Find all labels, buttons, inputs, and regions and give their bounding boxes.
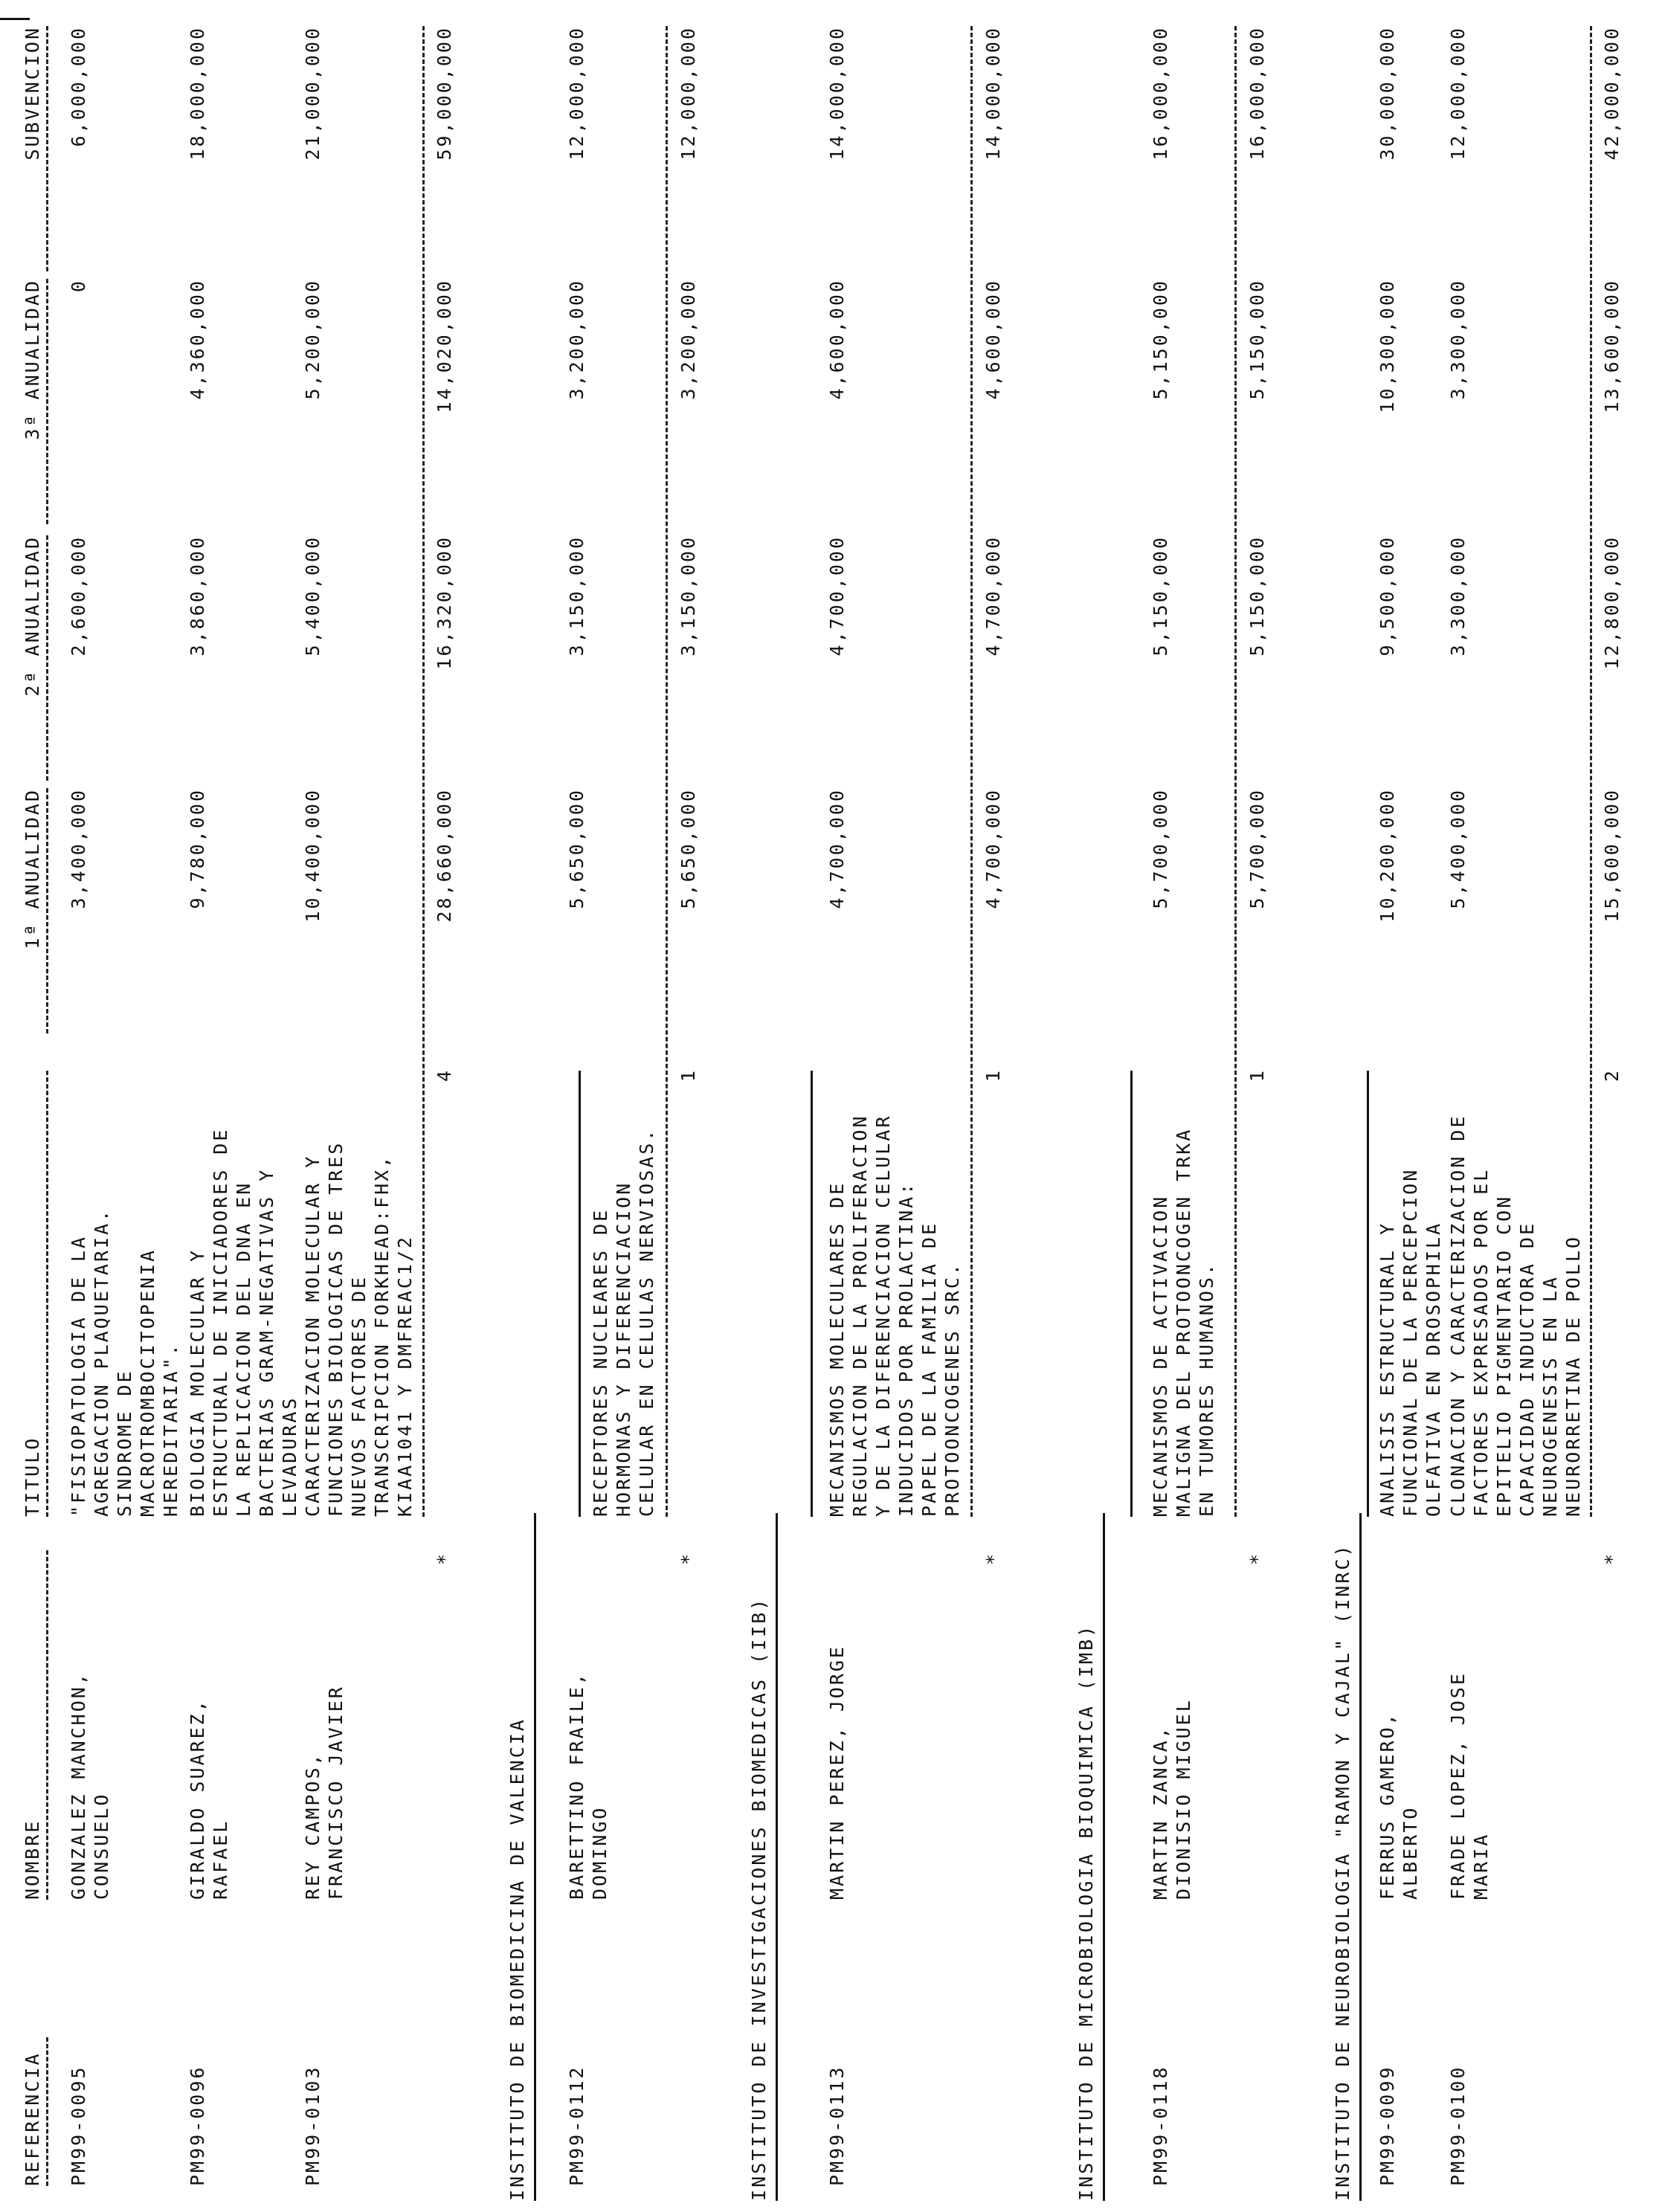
header-underline-a3 bbox=[46, 279, 48, 524]
row-anualidad-2: 3,860,000 bbox=[187, 535, 208, 657]
subtotal-anualidad-3: 3,200,000 bbox=[677, 279, 699, 400]
title-line: SINDROME DE bbox=[114, 1369, 135, 1517]
row-title bbox=[1149, 1128, 1218, 1518]
header-anualidad-2: 2ª ANUALIDAD bbox=[22, 535, 43, 697]
row-reference: PM99-0096 bbox=[187, 2065, 208, 2186]
institute-heading: INSTITUTO DE MICROBIOLOGIA BIOQUIMICA (IMB) bbox=[1075, 1623, 1097, 2201]
title-line: NEURORRETINA DE POLLO bbox=[1562, 1234, 1584, 1517]
row-subvencion: 21,000,000 bbox=[302, 26, 323, 161]
subtotal-anualidad-2: 4,700,000 bbox=[982, 535, 1004, 657]
title-line: OLFATIVA EN DROSOPHILA bbox=[1423, 1221, 1444, 1517]
header-underline-sub bbox=[46, 26, 48, 271]
name-line: CONSUELO bbox=[91, 1792, 112, 1900]
row-subvencion: 12,000,000 bbox=[1447, 26, 1469, 161]
row-anualidad-1: 5,650,000 bbox=[566, 788, 587, 909]
title-line: HORMONAS Y DIFERENCIACION bbox=[613, 1181, 634, 1517]
name-line: FERRUS GAMERO, bbox=[1376, 1712, 1398, 1900]
subtotal-rule bbox=[1234, 26, 1237, 1517]
title-line: FUNCIONES BIOLOGICAS DE TRES bbox=[325, 1141, 347, 1517]
row-anualidad-2: 5,400,000 bbox=[302, 535, 323, 657]
row-anualidad-3: 4,360,000 bbox=[187, 279, 208, 400]
name-line: BARETTINO FRAILE, bbox=[566, 1671, 587, 1900]
title-line: MALIGNA DEL PROTOONCOGEN TRKA bbox=[1173, 1127, 1194, 1517]
institute-rule bbox=[1103, 1513, 1105, 2201]
row-subvencion: 18,000,000 bbox=[187, 26, 208, 161]
row-anualidad-1: 9,780,000 bbox=[187, 788, 208, 909]
title-line: MACROTROMBOCITOPENIA bbox=[137, 1248, 158, 1517]
institute-heading: INSTITUTO DE INVESTIGACIONES BIOMEDICAS (IIB) bbox=[748, 1596, 770, 2201]
subtotal-anualidad-3: 5,150,000 bbox=[1246, 279, 1268, 400]
subtotal-count: 1 bbox=[677, 1068, 699, 1082]
subtotal-anualidad-3: 13,600,000 bbox=[1601, 279, 1623, 413]
subtotal-subvencion: 12,000,000 bbox=[677, 26, 699, 161]
title-top-rule bbox=[1130, 1071, 1133, 1517]
subtotal-anualidad-2: 12,800,000 bbox=[1601, 535, 1623, 670]
row-subvencion: 30,000,000 bbox=[1376, 26, 1398, 161]
title-line: "FISIOPATOLOGIA DE LA bbox=[68, 1234, 89, 1517]
title-line: EPITELIO PIGMENTARIO CON bbox=[1493, 1194, 1515, 1517]
row-anualidad-1: 5,700,000 bbox=[1150, 788, 1171, 909]
title-line: AGREGACION PLAQUETARIA. bbox=[91, 1207, 112, 1517]
row-reference: PM99-0095 bbox=[68, 2065, 89, 2186]
row-name bbox=[825, 1645, 848, 1900]
row-name bbox=[565, 1671, 611, 1900]
subtotal-anualidad-1: 28,660,000 bbox=[434, 788, 455, 923]
row-name bbox=[301, 1685, 347, 1900]
row-name bbox=[1446, 1671, 1492, 1900]
header-subvencion: SUBVENCION bbox=[22, 26, 43, 161]
title-line: FUNCIONAL DE LA PERCEPCION bbox=[1400, 1167, 1421, 1517]
header-nombre: NOMBRE bbox=[22, 1819, 43, 1900]
subtotal-subvencion: 59,000,000 bbox=[434, 26, 455, 161]
subtotal-marker: * bbox=[1601, 1551, 1623, 1565]
row-name bbox=[186, 1698, 232, 1900]
header-anualidad-1: 1ª ANUALIDAD bbox=[22, 788, 43, 949]
subtotal-anualidad-1: 5,650,000 bbox=[677, 788, 699, 909]
header-underline-a1 bbox=[46, 788, 48, 1034]
name-line: REY CAMPOS, bbox=[302, 1752, 323, 1900]
row-anualidad-2: 4,700,000 bbox=[826, 535, 848, 657]
name-line: FRANCISCO JAVIER bbox=[325, 1685, 347, 1900]
row-subvencion: 12,000,000 bbox=[566, 26, 587, 161]
title-line: PAPEL DE LA FAMILIA DE bbox=[918, 1221, 940, 1517]
name-line: RAFAEL bbox=[210, 1819, 231, 1900]
title-line: BACTERIAS GRAM-NEGATIVAS Y bbox=[256, 1167, 277, 1517]
institute-heading: INSTITUTO DE BIOMEDICINA DE VALENCIA bbox=[506, 1718, 528, 2201]
title-line: HEREDITARIA". bbox=[160, 1342, 181, 1517]
row-title bbox=[301, 1141, 416, 1517]
title-line: MECANISMOS MOLECULARES DE bbox=[826, 1181, 848, 1517]
header-anualidad-3: 3ª ANUALIDAD bbox=[22, 279, 43, 440]
subtotal-count: 4 bbox=[434, 1068, 455, 1082]
header-underline-name bbox=[46, 1550, 48, 1900]
subtotal-marker: * bbox=[677, 1551, 699, 1565]
row-reference: PM99-0118 bbox=[1150, 2065, 1171, 2186]
title-line: INDUCIDOS POR PROLACTINA: bbox=[895, 1181, 917, 1517]
subtotal-anualidad-3: 4,600,000 bbox=[982, 279, 1004, 400]
subtotal-anualidad-2: 5,150,000 bbox=[1246, 535, 1268, 657]
row-anualidad-1: 10,400,000 bbox=[302, 788, 323, 923]
subtotal-rule bbox=[422, 26, 425, 1517]
subtotal-rule bbox=[666, 26, 668, 1517]
subtotal-rule bbox=[970, 26, 973, 1517]
title-line: RECEPTORES NUCLEARES DE bbox=[590, 1207, 611, 1517]
title-line: KIAA1041 Y DMFREAC1/2 bbox=[394, 1234, 416, 1517]
header-underline-title bbox=[46, 1071, 48, 1517]
name-line: FRADE LOPEZ, JOSE bbox=[1447, 1671, 1469, 1900]
name-line: DIONISIO MIGUEL bbox=[1173, 1698, 1194, 1900]
institute-rule bbox=[776, 1513, 778, 2201]
row-anualidad-3: 0 bbox=[68, 279, 89, 293]
title-line: PROTOONCOGENES SRC. bbox=[941, 1262, 963, 1517]
title-line: BIOLOGIA MOLECULAR Y bbox=[187, 1248, 208, 1517]
title-line: CLONACION Y CARACTERIZACION DE bbox=[1447, 1114, 1469, 1517]
title-line: NUEVOS FACTORES DE bbox=[348, 1275, 370, 1517]
row-name bbox=[1376, 1712, 1422, 1900]
row-title bbox=[1376, 1168, 1445, 1517]
name-line: MARTIN PEREZ, JORGE bbox=[826, 1645, 848, 1900]
subtotal-count: 2 bbox=[1601, 1068, 1623, 1082]
title-line: FACTORES EXPRESADOS POR EL bbox=[1470, 1167, 1492, 1517]
name-line: MARTIN ZANCA, bbox=[1150, 1725, 1171, 1900]
title-top-rule bbox=[579, 1071, 581, 1517]
row-anualidad-3: 10,300,000 bbox=[1376, 279, 1398, 413]
title-line: LA REPLICACION DEL DNA EN bbox=[233, 1181, 254, 1517]
row-anualidad-2: 9,500,000 bbox=[1376, 535, 1398, 657]
header-underline-ref bbox=[46, 2037, 48, 2186]
row-subvencion: 14,000,000 bbox=[826, 26, 848, 161]
row-title bbox=[1446, 1114, 1585, 1517]
row-anualidad-3: 3,200,000 bbox=[566, 279, 587, 400]
row-reference: PM99-0099 bbox=[1376, 2065, 1398, 2186]
institute-rule bbox=[1359, 1513, 1362, 2201]
row-title bbox=[825, 1114, 964, 1517]
header-top-rule bbox=[0, 18, 30, 20]
row-anualidad-3: 3,300,000 bbox=[1447, 279, 1469, 400]
subtotal-subvencion: 16,000,000 bbox=[1246, 26, 1268, 161]
subtotal-rule bbox=[1590, 26, 1592, 1517]
subtotal-anualidad-3: 14,020,000 bbox=[434, 279, 455, 413]
name-line: MARIA bbox=[1470, 1832, 1492, 1900]
row-title bbox=[186, 1128, 301, 1518]
subtotal-marker: * bbox=[1246, 1551, 1268, 1565]
row-anualidad-1: 4,700,000 bbox=[826, 788, 848, 909]
subtotal-anualidad-2: 3,150,000 bbox=[677, 535, 699, 657]
name-line: GIRALDO SUAREZ, bbox=[187, 1698, 208, 1900]
title-line: TRANSCRIPCION FORKHEAD:FHX, bbox=[371, 1154, 393, 1517]
name-line: GONZALEZ MANCHON, bbox=[68, 1671, 89, 1900]
row-anualidad-1: 10,200,000 bbox=[1376, 788, 1398, 923]
title-line: NEUROGENESIS EN LA bbox=[1539, 1275, 1561, 1517]
row-title bbox=[67, 1208, 182, 1517]
subtotal-subvencion: 14,000,000 bbox=[982, 26, 1004, 161]
row-subvencion: 6,000,000 bbox=[68, 26, 89, 147]
row-anualidad-1: 3,400,000 bbox=[68, 788, 89, 909]
subtotal-subvencion: 42,000,000 bbox=[1601, 26, 1623, 161]
row-reference: PM99-0113 bbox=[826, 2065, 848, 2186]
subtotal-marker: * bbox=[982, 1551, 1004, 1565]
row-anualidad-2: 5,150,000 bbox=[1150, 535, 1171, 657]
subtotal-anualidad-2: 16,320,000 bbox=[434, 535, 455, 670]
row-anualidad-1: 5,400,000 bbox=[1447, 788, 1469, 909]
row-anualidad-2: 3,300,000 bbox=[1447, 535, 1469, 657]
row-name bbox=[67, 1671, 113, 1900]
row-reference: PM99-0112 bbox=[566, 2065, 587, 2186]
title-top-rule bbox=[1367, 1071, 1369, 1517]
subtotal-anualidad-1: 5,700,000 bbox=[1246, 788, 1268, 909]
subtotal-anualidad-1: 4,700,000 bbox=[982, 788, 1004, 909]
title-line: EN TUMORES HUMANOS. bbox=[1196, 1262, 1217, 1517]
title-line: REGULACION DE LA PROLIFERACION bbox=[849, 1114, 871, 1517]
name-line: DOMINGO bbox=[589, 1805, 611, 1900]
header-titulo: TITULO bbox=[22, 1436, 43, 1517]
institute-heading: INSTITUTO DE NEUROBIOLOGIA "RAMON Y CAJAL" (INRC) bbox=[1332, 1543, 1353, 2201]
title-line: CAPACIDAD INDUCTORA DE bbox=[1516, 1221, 1538, 1517]
row-title bbox=[589, 1128, 658, 1518]
row-anualidad-2: 2,600,000 bbox=[68, 535, 89, 657]
row-reference: PM99-0100 bbox=[1447, 2065, 1469, 2186]
name-line: ALBERTO bbox=[1400, 1805, 1421, 1900]
title-line: MECANISMOS DE ACTIVACION bbox=[1150, 1194, 1171, 1517]
title-line: ANALISIS ESTRUCTURAL Y bbox=[1376, 1221, 1398, 1517]
title-line: Y DE LA DIFERENCIACION CELULAR bbox=[872, 1114, 894, 1517]
subtotal-anualidad-1: 15,600,000 bbox=[1601, 788, 1623, 923]
row-anualidad-3: 5,150,000 bbox=[1150, 279, 1171, 400]
row-subvencion: 16,000,000 bbox=[1150, 26, 1171, 161]
header-referencia: REFERENCIA bbox=[22, 2051, 43, 2186]
institute-rule bbox=[534, 1513, 536, 2201]
title-line: LEVADURAS bbox=[279, 1396, 300, 1517]
title-line: CARACTERIZACION MOLECULAR Y bbox=[302, 1154, 323, 1517]
subtotal-marker: * bbox=[434, 1551, 455, 1565]
row-name bbox=[1149, 1698, 1195, 1900]
header-underline-a2 bbox=[46, 535, 48, 781]
row-reference: PM99-0103 bbox=[302, 2065, 323, 2186]
row-anualidad-3: 5,200,000 bbox=[302, 279, 323, 400]
title-line: ESTRUCTURAL DE INICIADORES DE bbox=[210, 1127, 231, 1517]
row-anualidad-3: 4,600,000 bbox=[826, 279, 848, 400]
subtotal-count: 1 bbox=[1246, 1068, 1268, 1082]
row-anualidad-2: 3,150,000 bbox=[566, 535, 587, 657]
title-line: CELULAR EN CELULAS NERVIOSAS. bbox=[636, 1127, 657, 1517]
subtotal-count: 1 bbox=[982, 1068, 1004, 1082]
title-top-rule bbox=[811, 1071, 813, 1517]
